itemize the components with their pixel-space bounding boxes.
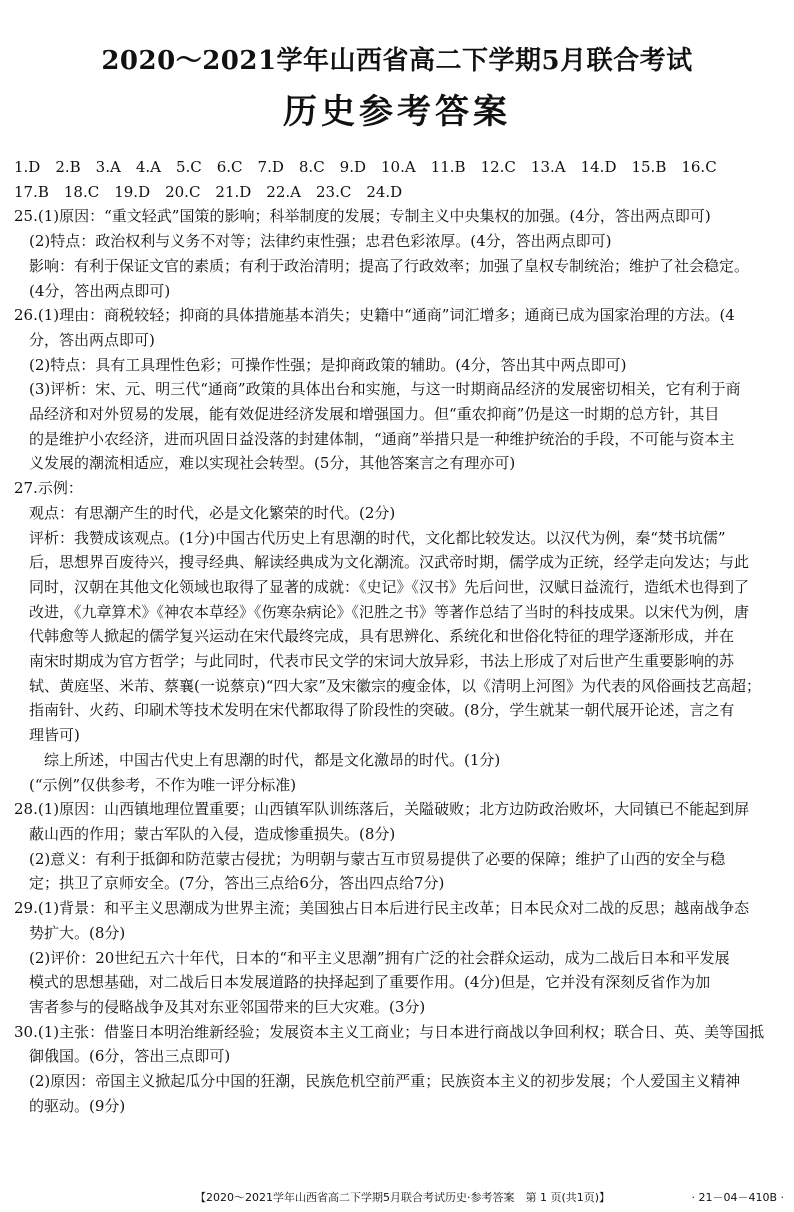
answer-line: 1.D 2.B 3.A 4.A 5.C 6.C 7.D 8.C 9.D 10.A 11.B 12.C 13.A 14.D 15.B 16.C bbox=[14, 158, 717, 176]
answer-line: (2)特点：政治权利与义务不对等；法律约束性强；忠君色彩浓厚。(4分，答出两点即可) bbox=[14, 232, 612, 251]
answer-line: (2)评价：20世纪五六十年代，日本的“和平主义思潮”拥有广泛的社会群众运动，成为二战后日本和平发展 bbox=[14, 948, 730, 967]
answer-line: 25.(1)原因：“重文轻武”国策的影响；科举制度的发展；专制主义中央集权的加强。(4分，答出两点即可) bbox=[14, 207, 711, 226]
answer-line: (2)特点：具有工具理性色彩；可操作性强；是抑商政策的辅助。(4分，答出其中两点即可) bbox=[14, 355, 627, 374]
answer-line: (2)意义：有利于抵御和防范蒙古侵扰；为明朝与蒙古互市贸易提供了必要的保障；维护了山西的安全与稳 bbox=[14, 849, 726, 868]
answer-line: 义发展的潮流相适应，难以实现社会转型。(5分，其他答案言之有理亦可) bbox=[14, 454, 516, 473]
answer-line: 观点：有思潮产生的时代，必是文化繁荣的时代。(2分) bbox=[14, 503, 396, 522]
answer-line: 模式的思想基础，对二战后日本发展道路的抉择起到了重要作用。(4分)但是，它并没有深刻反省作为加 bbox=[14, 973, 711, 992]
answer-key-title: 历史参考答案 bbox=[283, 92, 511, 132]
answer-line: (“示例”仅供参考，不作为唯一评分标准) bbox=[14, 775, 297, 794]
answer-line: 定；拱卫了京师安全。(7分，答出三点给6分，答出四点给7分) bbox=[14, 874, 445, 893]
answer-line: 品经济和对外贸易的发展，能有效促进经济发展和增强国力。但“重农抑商”仍是这一时期的总方针，其目 bbox=[14, 405, 720, 424]
answer-line: (3)评析：宋、元、明三代“通商”政策的具体出台和实施，与这一时期商品经济的发展密切相关，它有利于商 bbox=[14, 380, 741, 399]
answer-line: 势扩大。(8分) bbox=[14, 923, 126, 942]
answer-line: 综上所述，中国古代史上有思潮的时代，都是文化激昂的时代。(1分) bbox=[14, 750, 501, 769]
answer-line: 的是维护小农经济，进而巩固日益没落的封建体制，“通商”举措只是一种维护统治的手段，不可能与资本主 bbox=[14, 429, 735, 448]
answer-line: 27.示例： bbox=[14, 479, 83, 498]
answer-line: 30.(1)主张：借鉴日本明治维新经验；发展资本主义工商业；与日本进行商战以争回利权；联合日、英、美等国抵 bbox=[14, 1022, 765, 1041]
footer-page-info: 【2020～2021学年山西省高二下学期5月联合考试历史·参考答案 第 1 页(共1页)】 bbox=[195, 1191, 611, 1204]
answer-line: 28.(1)原因：山西镇地理位置重要；山西镇军队训练落后，关隘破败；北方边防政治败坏，大同镇已不能起到屏 bbox=[14, 800, 750, 819]
answer-line: 评析：我赞成该观点。(1分)中国古代历史上有思潮的时代，文化都比较发达。以汉代为例，秦“焚书坑儒” bbox=[14, 528, 726, 547]
footer-code: · 21－04－410B · bbox=[691, 1191, 784, 1204]
answer-line: 后，思想界百废待兴，搜寻经典、解读经典成为文化潮流。汉武帝时期，儒学成为正统，经学走向发达；与此 bbox=[14, 553, 750, 572]
answer-line: 理皆可) bbox=[14, 726, 80, 745]
answer-line: 蔽山西的作用；蒙古军队的入侵，造成惨重损失。(8分) bbox=[14, 824, 396, 843]
answer-line: 南宋时期成为官方哲学；与此同时，代表市民文学的宋词大放异彩，书法上形成了对后世产生重要影响的苏 bbox=[14, 652, 735, 671]
answer-line: 代韩愈等人掀起的儒学复兴运动在宋代最终完成，具有思辨化、系统化和世俗化特征的理学逐渐形成，并在 bbox=[14, 627, 735, 646]
answer-line: 的驱动。(9分) bbox=[14, 1096, 126, 1115]
answer-line: 分，答出两点即可) bbox=[14, 330, 155, 349]
answer-line: 指南针、火药、印刷术等技术发明在宋代都取得了阶段性的突破。(8分，学生就某一朝代展开论述，言之有 bbox=[14, 701, 735, 720]
answer-content bbox=[14, 155, 782, 1118]
answer-line: (4分，答出两点即可) bbox=[14, 281, 171, 300]
answer-line: 同时，汉朝在其他文化领域也取得了显著的成就：《史记》《汉书》先后问世，汉赋日益流行，造纸术也得到了 bbox=[14, 577, 750, 596]
answer-line: 影响：有利于保证文官的素质；有利于政治清明；提高了行政效率；加强了皇权专制统治；维护了社会稳定。 bbox=[14, 256, 750, 275]
answer-line: 29.(1)背景：和平主义思潮成为世界主流；美国独占日本后进行民主改革；日本民众对二战的反思；越南战争态 bbox=[14, 899, 750, 918]
answer-line: 轼、黄庭坚、米芾、蔡襄(一说蔡京)“四大家”及宋徽宗的瘦金体，以《清明上河图》为代表的风俗画技艺高超； bbox=[14, 676, 762, 695]
answer-line: 17.B 18.C 19.D 20.C 21.D 22.A 23.C 24.D bbox=[14, 182, 403, 201]
answer-line: 御俄国。(6分，答出三点即可) bbox=[14, 1047, 231, 1066]
answer-line: 改进，《九章算术》《神农本草经》《伤寒杂病论》《氾胜之书》等著作总结了当时的科技成果。以宋代为例，唐 bbox=[14, 602, 750, 621]
answer-line: 害者参与的侵略战争及其对东亚邻国带来的巨大灾难。(3分) bbox=[14, 997, 426, 1016]
answer-line: 26.(1)理由：商税较轻；抑商的具体措施基本消失；史籍中“通商”词汇增多；通商已成为国家治理的方法。(4 bbox=[14, 306, 735, 325]
answer-line: (2)原因：帝国主义掀起瓜分中国的狂潮，民族危机空前严重；民族资本主义的初步发展；个人爱国主义精神 bbox=[14, 1072, 741, 1091]
exam-title: 2020～2021学年山西省高二下学期5月联合考试 bbox=[101, 46, 693, 76]
